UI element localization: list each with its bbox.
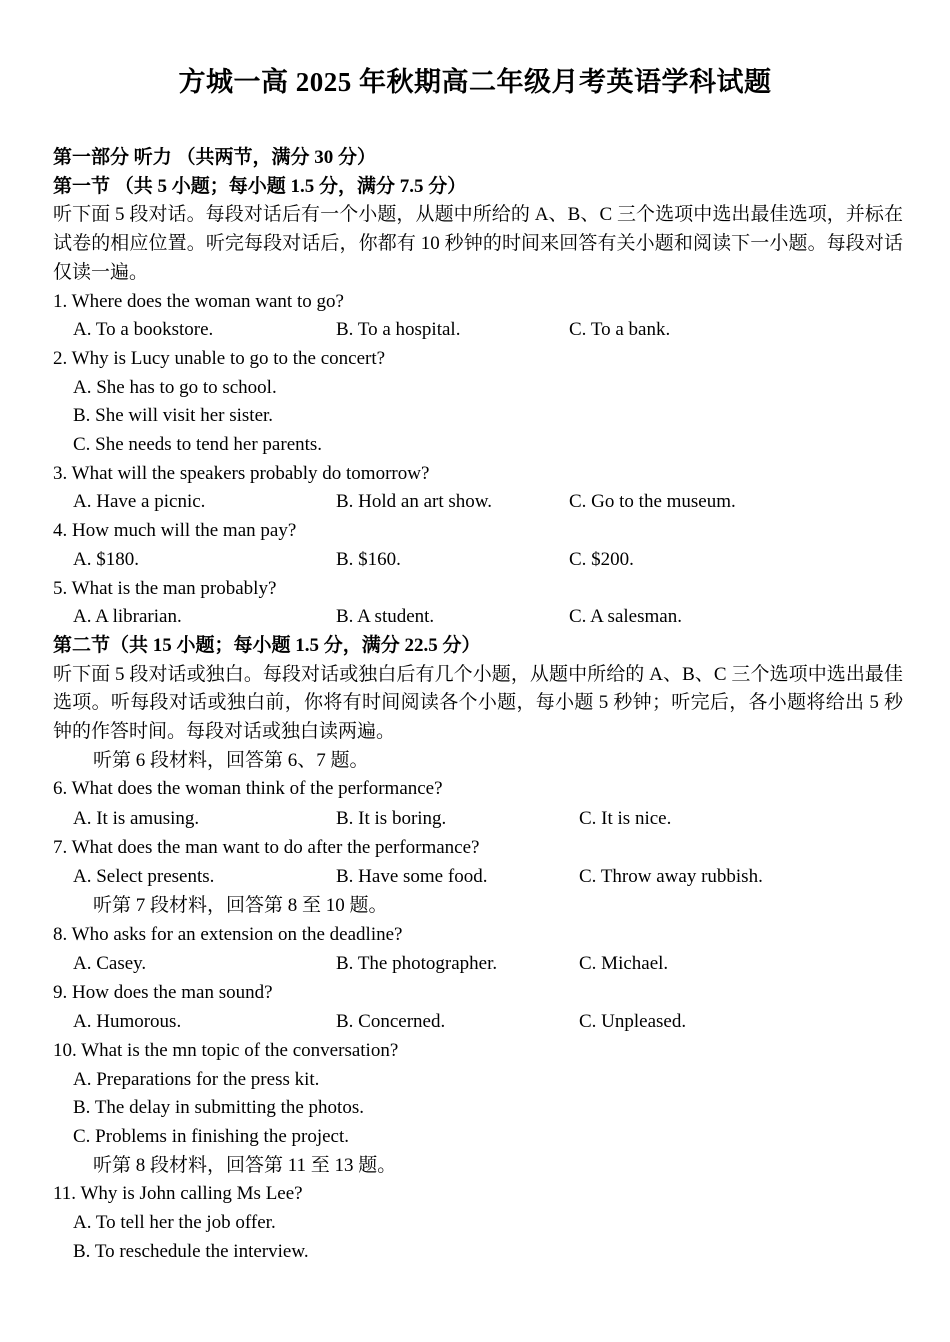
material-7-note: 听第 7 段材料，回答第 8 至 10 题。 (93, 894, 388, 916)
option-c: C. To a bank. (569, 319, 671, 341)
option-c: C. Problems in finishing the project. (73, 1126, 350, 1148)
options-7 (53, 862, 903, 892)
options-3 (53, 488, 903, 517)
option-c: C. Go to the museum. (569, 491, 736, 513)
options-5 (53, 603, 903, 632)
option-b: B. She will visit her sister. (73, 405, 274, 427)
option-a: A. Humorous. (73, 1011, 182, 1033)
options-8 (53, 949, 903, 979)
option-a: A. To tell her the job offer. (73, 1212, 276, 1234)
question-7: 7. What does the man want to do after the performance? (53, 836, 480, 858)
option-a: A. Select presents. (73, 866, 215, 888)
option-b: B. To a hospital. (336, 319, 461, 341)
option-c: C. $200. (569, 548, 634, 570)
option-c: C. A salesman. (569, 606, 682, 628)
exam-content (53, 144, 903, 1267)
section1-instructions: 听下面 5 段对话。每段对话后有一个小题，从题中所给的 A、B、C 三个选项中选出最佳选项，并标在试卷的相应位置。听完每段对话后，你都有 10 秒钟的时间来回答有关小题和阅读下一小题。每段对话仅读一遍。 (53, 204, 903, 283)
option-b: B. Have some food. (336, 866, 488, 888)
option-b: B. Hold an art show. (336, 491, 493, 513)
option-b: B. A student. (336, 606, 435, 628)
exam-title: 方城一高 2025 年秋期高二年级月考英语学科试题 (178, 67, 772, 97)
options-1 (53, 316, 903, 345)
options-9 (53, 1007, 903, 1037)
section1-heading: 第一节 （共 5 小题；每小题 1.5 分，满分 7.5 分） (53, 175, 467, 197)
option-b: B. The delay in submitting the photos. (73, 1097, 364, 1119)
option-c: C. Throw away rubbish. (579, 866, 763, 888)
section2-instructions: 听下面 5 段对话或独白。每段对话或独白后有几个小题，从题中所给的 A、B、C 三个选项中选出最佳选项。听每段对话或独白前，你将有时间阅读各个小题，每小题 5 秒钟；听完后，各小题将给出 5 秒钟的作答时间。每段对话或独白读两遍。 (53, 663, 903, 742)
options-6 (53, 804, 903, 834)
option-b: B. It is boring. (336, 808, 447, 830)
question-4: 4. How much will the man pay? (53, 520, 297, 542)
question-8: 8. Who asks for an extension on the deadline? (53, 923, 403, 945)
question-6: 6. What does the woman think of the performance? (53, 778, 443, 800)
option-a: A. It is amusing. (73, 808, 200, 830)
option-a: A. $180. (73, 548, 139, 570)
option-a: A. To a bookstore. (73, 319, 214, 341)
option-a: A. She has to go to school. (73, 376, 277, 398)
question-1: 1. Where does the woman want to go? (53, 290, 344, 312)
question-11: 11. Why is John calling Ms Lee? (53, 1183, 303, 1205)
option-c: C. It is nice. (579, 808, 672, 830)
option-b: B. $160. (336, 548, 401, 570)
question-10: 10. What is the mn topic of the conversation? (53, 1039, 399, 1061)
material-8-note: 听第 8 段材料，回答第 11 至 13 题。 (93, 1154, 397, 1176)
option-c: C. Unpleased. (579, 1011, 687, 1033)
material-6-note: 听第 6 段材料，回答第 6、7 题。 (93, 749, 369, 771)
option-b: B. To reschedule the interview. (73, 1240, 309, 1262)
option-a: A. A librarian. (73, 606, 182, 628)
option-c: C. She needs to tend her parents. (73, 434, 323, 456)
question-2: 2. Why is Lucy unable to go to the concert? (53, 347, 386, 369)
option-b: B. Concerned. (336, 1011, 446, 1033)
option-a: A. Casey. (73, 953, 147, 975)
question-9: 9. How does the man sound? (53, 981, 273, 1003)
question-5: 5. What is the man probably? (53, 577, 277, 599)
option-b: B. The photographer. (336, 953, 498, 975)
question-3: 3. What will the speakers probably do tomorrow? (53, 462, 430, 484)
option-a: A. Preparations for the press kit. (73, 1068, 320, 1090)
section2-heading: 第二节（共 15 小题；每小题 1.5 分，满分 22.5 分） (53, 634, 481, 656)
part1-heading: 第一部分 听力 （共两节，满分 30 分） (53, 147, 377, 168)
option-a: A. Have a picnic. (73, 491, 206, 513)
option-c: C. Michael. (579, 953, 669, 975)
options-4 (53, 546, 903, 575)
